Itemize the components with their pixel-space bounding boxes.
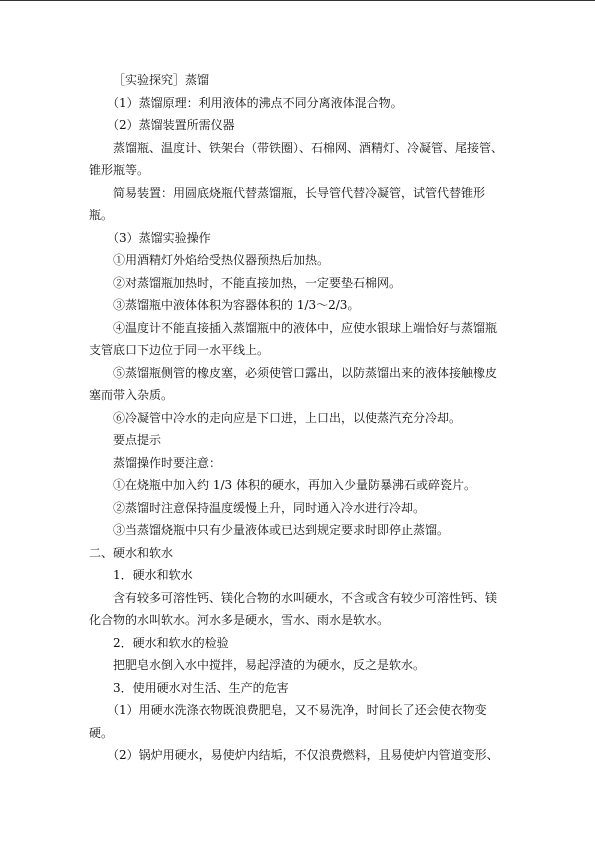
paragraph-line: 化合物的水叫软水。河水多是硬水，雪水、雨水是软水。 xyxy=(89,613,390,627)
paragraph-line: （2）锅炉用硬水，易使炉内结垢，不仅浪费燃料，且易使炉内管道变形、 xyxy=(107,748,499,762)
paragraph-line: 把肥皂水倒入水中搅拌，易起浮渣的为硬水，反之是软水。 xyxy=(113,658,426,672)
list-item: ①在烧瓶中加入约 1/3 体积的硬水，再加入少量防暴沸石或碎瓷片。 xyxy=(113,478,476,492)
paragraph-line: 简易装置：用圆底烧瓶代替蒸馏瓶，长导管代替冷凝管，试管代替锥形 xyxy=(113,185,486,200)
list-item: ⑤蒸馏瓶侧管的橡皮塞，必须使管口露出，以防蒸馏出来的液体接触橡皮 xyxy=(113,365,498,380)
paragraph-line: 含有较多可溶性钙、镁化合物的水叫硬水，不含或含有较少可溶性钙、镁 xyxy=(113,590,498,605)
paragraph-line: （2）蒸馏装置所需仪器 xyxy=(107,118,235,132)
list-item-continuation: 塞而带入杂质。 xyxy=(89,388,174,402)
subheading: 3．使用硬水对生活、生产的危害 xyxy=(113,680,289,695)
subheading: 2．硬水和软水的检验 xyxy=(113,635,229,650)
paragraph-line: 瓶。 xyxy=(89,208,114,222)
list-item-continuation: 支管底口下边位于同一水平线上。 xyxy=(89,343,270,357)
section-heading-distillation: ［实验探究］蒸馏 xyxy=(113,73,210,87)
paragraph-line: 硬。 xyxy=(89,725,114,740)
paragraph-line: （3）蒸馏实验操作 xyxy=(107,230,211,245)
paragraph-line: 蒸馏操作时要注意： xyxy=(113,455,222,470)
list-item: ③蒸馏瓶中液体体积为容器体积的 1/3～2/3。 xyxy=(113,298,360,312)
page-top-border xyxy=(0,0,595,1)
list-item: ②对蒸馏瓶加热时，不能直接加热，一定要垫石棉网。 xyxy=(113,275,402,290)
document-body xyxy=(89,73,507,763)
list-item: ⑥冷凝管中冷水的走向应是下口进，上口出，以使蒸汽充分冷却。 xyxy=(113,410,462,425)
paragraph-line: （1）蒸馏原理：利用液体的沸点不同分离液体混合物。 xyxy=(107,95,403,110)
paragraph-line: 蒸馏瓶、温度计、铁架台（带铁圈）、石棉网、酒精灯、冷凝管、尾接管、 xyxy=(113,140,504,155)
subheading-key-points: 要点提示 xyxy=(113,433,162,447)
section-heading-hard-soft-water: 二、硬水和软水 xyxy=(89,545,174,560)
list-item: ③当蒸馏烧瓶中只有少量液体或已达到规定要求时即停止蒸馏。 xyxy=(113,523,450,537)
paragraph-line: 锥形瓶等。 xyxy=(89,163,150,177)
list-item: ④温度计不能直接插入蒸馏瓶中的液体中，应使水银球上端恰好与蒸馏瓶 xyxy=(113,320,498,335)
list-item: ①用酒精灯外焰给受热仪器预热后加热。 xyxy=(113,253,330,267)
list-item: ②蒸馏时注意保持温度缓慢上升，同时通入冷水进行冷却。 xyxy=(113,500,426,515)
paragraph-line: （1）用硬水洗涤衣物既浪费肥皂，又不易洗净，时间长了还会使衣物变 xyxy=(107,703,487,717)
subheading: 1．硬水和软水 xyxy=(113,568,193,582)
